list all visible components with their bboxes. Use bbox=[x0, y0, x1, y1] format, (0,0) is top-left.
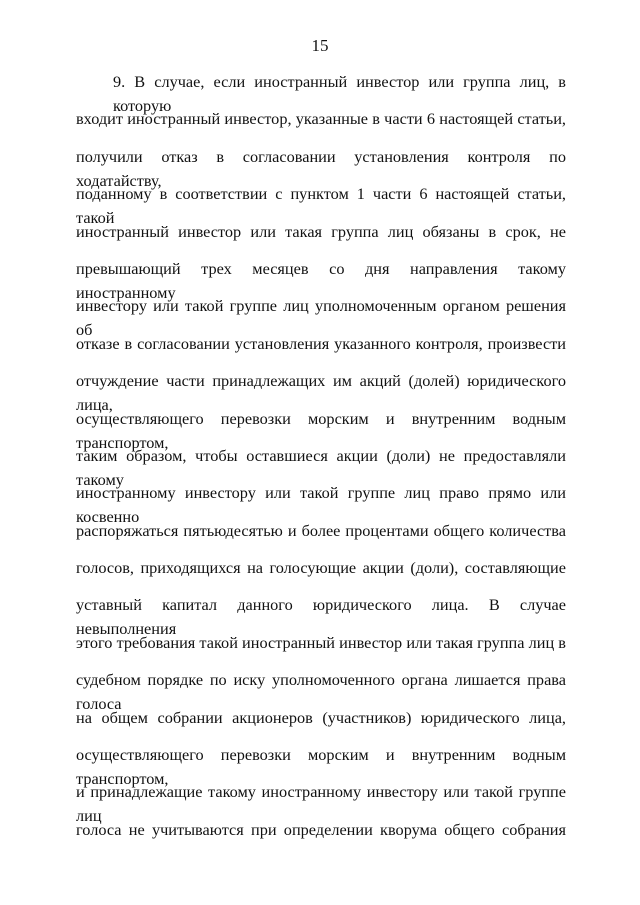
text-line: иностранный инвестор или такая группа лиц обязаны в срок, не bbox=[76, 221, 566, 241]
page-number: 15 bbox=[311, 36, 329, 55]
text-line: голоса не учитываются при определении кворума общего собрания bbox=[76, 819, 566, 839]
text-line: превышающий трех месяцев со дня направления такому иностранному bbox=[76, 258, 566, 302]
text-line: распоряжаться пятьюдесятью и более процентами общего количества bbox=[76, 520, 566, 540]
text-line: таким образом, чтобы оставшиеся акции (доли) не предоставляли такому bbox=[76, 445, 566, 489]
text-line: судебном порядке по иску уполномоченного органа лишается права голоса bbox=[76, 670, 566, 714]
text-line: голосов, приходящихся на голосующие акции (доли), составляющие bbox=[76, 558, 566, 578]
text-line: 9. В случае, если иностранный инвестор или группа лиц, в которую bbox=[113, 72, 566, 115]
paragraph-9 bbox=[76, 70, 566, 855]
text-line: осуществляющего перевозки морским и внутренним водным транспортом, bbox=[76, 745, 566, 789]
text-line: и принадлежащие такому иностранному инвестору или такой группе лиц bbox=[76, 782, 566, 826]
text-line: уставный капитал данного юридического лица. В случае невыполнения bbox=[76, 595, 566, 639]
text-line: осуществляющего перевозки морским и внутренним водным транспортом, bbox=[76, 408, 566, 452]
text-line: получили отказ в согласовании установления контроля по ходатайству, bbox=[76, 146, 566, 190]
text-line: на общем собрании акционеров (участников) юридического лица, bbox=[76, 707, 566, 727]
text-line: отказе в согласовании установления указанного контроля, произвести bbox=[76, 333, 566, 353]
text-line: иностранному инвестору или такой группе лиц право прямо или косвенно bbox=[76, 483, 566, 527]
text-line: инвестору или такой группе лиц уполномоченным органом решения об bbox=[76, 296, 566, 340]
text-line: этого требования такой иностранный инвестор или такая группа лиц в bbox=[76, 632, 566, 652]
text-line: входит иностранный инвестор, указанные в части 6 настоящей статьи, bbox=[76, 109, 566, 129]
text-line: отчуждение части принадлежащих им акций (долей) юридического лица, bbox=[76, 371, 566, 415]
text-line: поданному в соответствии с пунктом 1 части 6 настоящей статьи, такой bbox=[76, 184, 566, 228]
